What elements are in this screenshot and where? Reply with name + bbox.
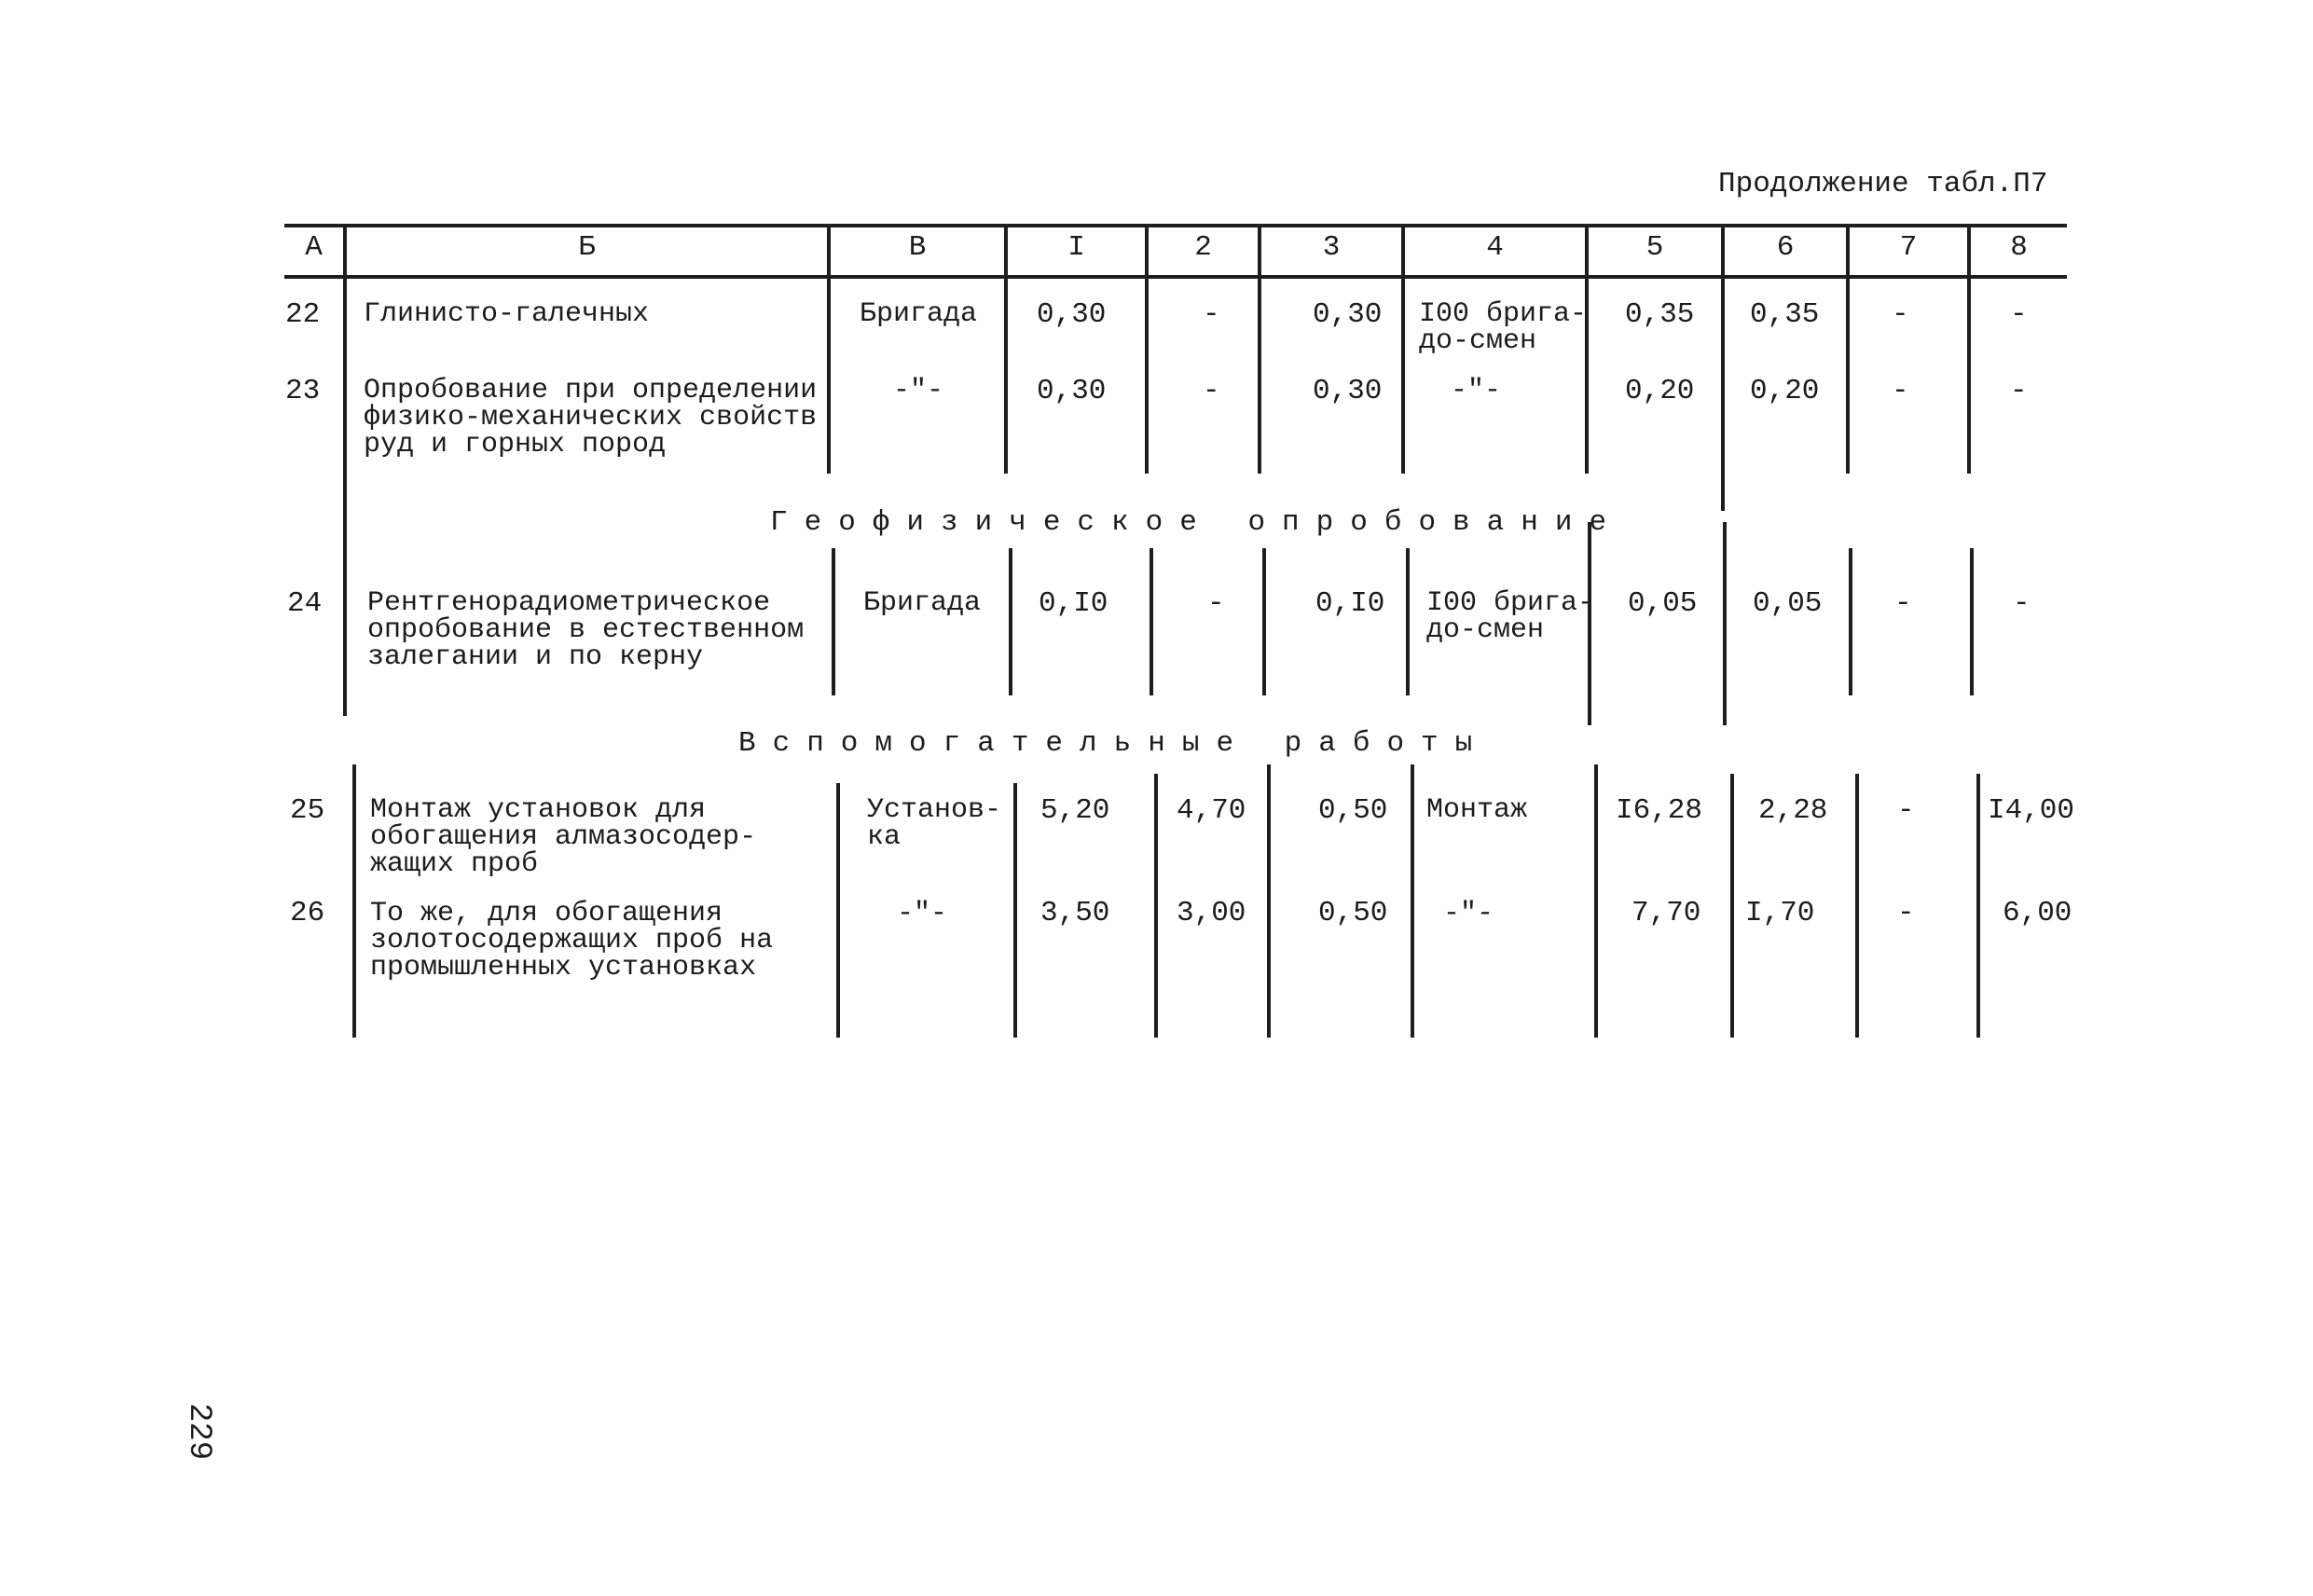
cell-col5: 0,35: [1625, 298, 1695, 331]
header-col-8: 8: [2010, 231, 2028, 264]
header-col-a: А: [305, 231, 323, 264]
column-rule: [836, 783, 840, 1038]
section-heading: Вспомогательные работы: [738, 727, 1490, 760]
row-number: 24: [287, 587, 323, 620]
cell-col4: -"-: [1451, 375, 1502, 406]
cell-col1: 0,I0: [1039, 587, 1108, 620]
cell-col1: 5,20: [1040, 794, 1110, 827]
column-rule: [352, 764, 356, 1038]
header-col-6: 6: [1776, 231, 1795, 264]
row-description: Рентгенорадиометрическое опробование в естественном залегании и по керну: [367, 587, 805, 673]
column-rule: [1401, 278, 1405, 474]
column-rule: [1411, 764, 1414, 1038]
cell-col7: -: [1894, 587, 1912, 620]
cell-col4: Монтаж: [1426, 794, 1528, 826]
cell-col1: 3,50: [1040, 897, 1110, 929]
cell-col3: 0,30: [1313, 375, 1383, 407]
table-caption: Продолжение табл.П7: [1718, 168, 2048, 200]
cell-unit: Бригада: [860, 298, 978, 330]
cell-col6: 0,35: [1750, 298, 1820, 331]
row-description: Опробование при определении физико-механических свойств руд и горных пород: [364, 375, 818, 461]
cell-unit: Бригада: [863, 587, 982, 619]
cell-col8: -: [2010, 298, 2028, 331]
column-rule: [1730, 774, 1734, 1038]
row-description: Монтаж установок для обогащения алмазосодер- жащих проб: [370, 794, 757, 880]
column-rule: [1849, 548, 1852, 695]
cell-col8: 6,00: [2003, 897, 2072, 929]
cell-col6: 0,05: [1753, 587, 1823, 620]
cell-col6: I,70: [1745, 897, 1815, 929]
column-rule: [1967, 278, 1971, 474]
cell-col1: 0,30: [1037, 375, 1107, 407]
cell-col4: I00 брига- до-смен: [1419, 298, 1588, 357]
cell-col5: 0,20: [1625, 375, 1695, 407]
row-number: 25: [290, 794, 325, 827]
cell-col5: I6,28: [1616, 794, 1703, 827]
cell-col4: I00 брига- до-смен: [1426, 587, 1595, 646]
cell-col3: 0,30: [1313, 298, 1383, 331]
cell-col5: 0,05: [1628, 587, 1698, 620]
cell-col2: -: [1207, 587, 1225, 620]
column-rule: [1258, 278, 1261, 474]
cell-col8: -: [2010, 375, 2028, 407]
cell-col6: 2,28: [1758, 794, 1828, 827]
header-col-4: 4: [1486, 231, 1504, 264]
row-number: 23: [285, 375, 321, 407]
column-rule: [1150, 548, 1153, 695]
row-description: То же, для обогащения золотосодержащих проб на промышленных установках: [370, 898, 774, 984]
column-rule: [1594, 764, 1598, 1038]
column-rule: [1013, 783, 1017, 1038]
cell-col2: -: [1203, 375, 1220, 407]
cell-col2: 3,00: [1177, 897, 1246, 929]
header-top-rule: [284, 224, 2067, 227]
cell-col4: -"-: [1443, 898, 1494, 929]
cell-col6: 0,20: [1750, 375, 1820, 407]
column-rule: [1262, 548, 1266, 695]
header-bottom-rule: [284, 275, 2067, 279]
cell-col3: 0,50: [1318, 897, 1388, 929]
cell-col1: 0,30: [1037, 298, 1107, 331]
column-rule: [1004, 278, 1008, 474]
header-col-b: Б: [578, 231, 596, 264]
cell-col7: -: [1897, 794, 1915, 827]
column-rule: [1267, 764, 1271, 1038]
cell-col2: 4,70: [1177, 794, 1246, 827]
column-rule: [832, 548, 835, 695]
column-rule: [1406, 548, 1410, 695]
header-col-2: 2: [1194, 231, 1212, 264]
column-rule: [827, 278, 831, 474]
cell-col3: 0,I0: [1315, 587, 1385, 620]
cell-col7: -: [1897, 897, 1915, 929]
row-number: 26: [290, 897, 325, 929]
row-description: Глинисто-галечных: [364, 298, 650, 330]
header-col-5: 5: [1645, 231, 1664, 264]
column-rule: [1154, 774, 1158, 1038]
cell-col7: -: [1892, 375, 1909, 407]
header-col-1: I: [1067, 231, 1085, 264]
column-rule: [1846, 278, 1850, 474]
cell-col2: -: [1203, 298, 1220, 331]
cell-col8: -: [2013, 587, 2031, 620]
cell-unit: -"-: [897, 898, 948, 929]
column-rule: [1970, 548, 1974, 695]
header-col-3: 3: [1322, 231, 1341, 264]
column-rule: [343, 278, 347, 716]
cell-col7: -: [1892, 298, 1909, 331]
cell-col3: 0,50: [1318, 794, 1388, 827]
page-number: 229: [181, 1403, 216, 1461]
header-col-v: В: [908, 231, 927, 264]
cell-col8: I4,00: [1988, 794, 2075, 827]
column-rule: [1009, 548, 1012, 695]
cell-unit: Установ- ка: [867, 794, 1002, 853]
cell-unit: -"-: [893, 375, 944, 406]
header-col-7: 7: [1899, 231, 1918, 264]
column-rule: [1721, 278, 1725, 511]
section-heading: Геофизическое опробование: [770, 506, 1624, 539]
column-rule: [1855, 774, 1859, 1038]
row-number: 22: [285, 298, 321, 331]
column-rule: [1145, 278, 1149, 474]
column-rule: [1976, 774, 1980, 1038]
column-rule: [1723, 522, 1727, 725]
cell-col5: 7,70: [1631, 897, 1701, 929]
